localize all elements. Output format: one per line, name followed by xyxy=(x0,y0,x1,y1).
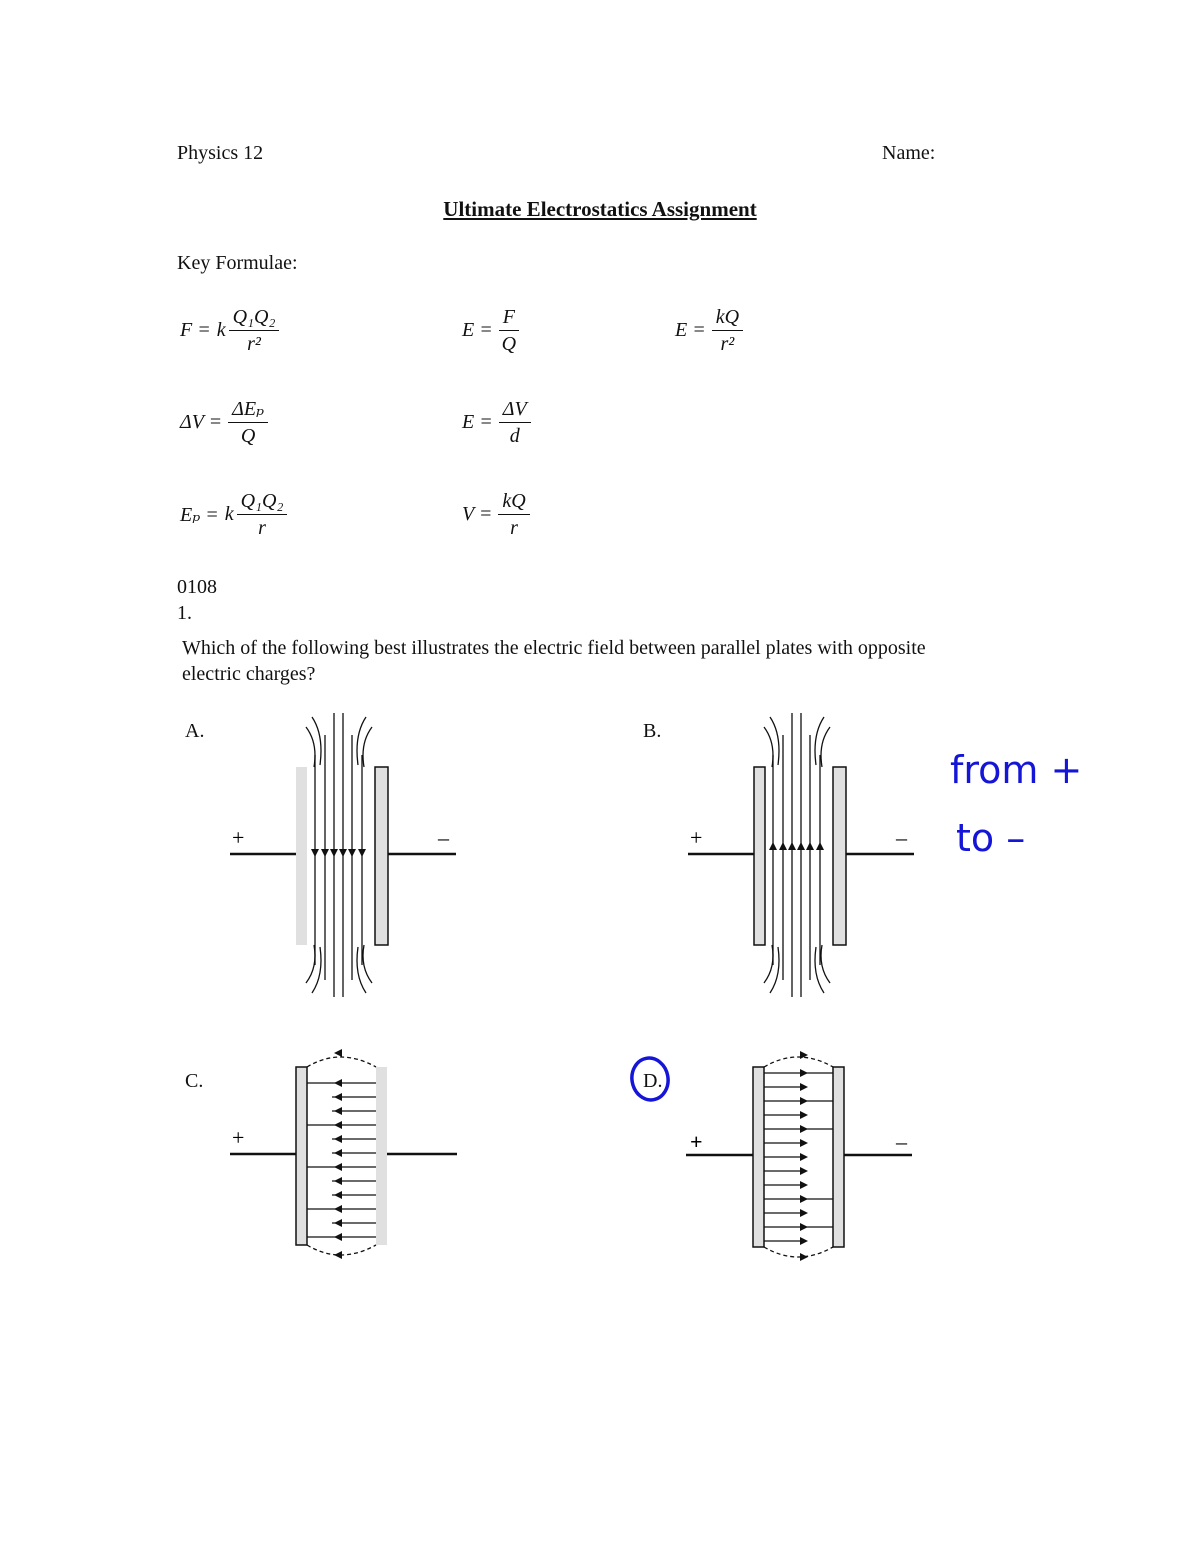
formula-field-point-charge: E = $\frac{kQ}{\text{r²}}$ xyxy=(675,306,743,355)
field-lines xyxy=(764,1073,833,1241)
question-code: 0108 xyxy=(177,576,217,598)
plus-sign: + xyxy=(690,825,703,850)
option-a-label[interactable]: A. xyxy=(185,720,205,742)
formula-field-force: E = $\frac{F}{Q}$ xyxy=(462,306,519,355)
right-plate xyxy=(833,767,846,945)
formula-coulomb-force: F = k $\frac{\text{Q₁Q₂}}{\text{r²}}$ xyxy=(180,306,279,355)
arrowheads-right xyxy=(800,1051,808,1261)
arrowheads-left xyxy=(334,1049,342,1259)
left-plate xyxy=(753,1067,764,1247)
arrowheads-down xyxy=(311,849,366,857)
option-d-diagram[interactable] xyxy=(676,1045,926,1265)
plus-sign: + xyxy=(690,1129,703,1154)
formula-potential: V = $\frac{kQ}{r}$ xyxy=(462,490,530,539)
arrowheads-up xyxy=(769,842,824,850)
formula-potential-energy: Eₚ = k $\frac{\text{Q₁Q₂}}{r}$ xyxy=(180,490,287,539)
left-plate xyxy=(296,1067,307,1245)
option-b-diagram[interactable] xyxy=(678,705,928,1005)
option-b-label[interactable]: B. xyxy=(643,720,662,742)
formulae-heading: Key Formulae: xyxy=(177,252,298,274)
option-a-diagram[interactable] xyxy=(220,705,470,1005)
plus-sign: + xyxy=(232,1125,245,1150)
right-plate xyxy=(376,1067,387,1245)
formula-potential-difference: ΔV = $\frac{\text{ΔEₚ}}{Q}$ xyxy=(180,398,268,447)
right-plate xyxy=(833,1067,844,1247)
handwritten-note-line2: to – xyxy=(956,816,1026,860)
field-lines xyxy=(764,713,830,997)
left-plate xyxy=(754,767,765,945)
assignment-title: Ultimate Electrostatics Assignment xyxy=(443,197,757,221)
minus-sign: – xyxy=(896,1129,907,1154)
minus-sign: – xyxy=(438,825,449,850)
right-plate xyxy=(375,767,388,945)
option-c-diagram[interactable] xyxy=(220,1045,470,1265)
option-d-label[interactable]: D. xyxy=(643,1070,663,1092)
field-lines xyxy=(307,1083,376,1237)
formula-field-plates: E = $\frac{\Delta V}{d}$ xyxy=(462,398,531,447)
name-label: Name: xyxy=(882,142,936,164)
option-c-label[interactable]: C. xyxy=(185,1070,204,1092)
question-number: 1. xyxy=(177,602,192,624)
left-plate xyxy=(296,767,307,945)
question-text-line2: electric charges? xyxy=(182,663,316,685)
plus-sign: + xyxy=(232,825,245,850)
handwritten-note-line1: from + xyxy=(950,748,1083,792)
course-name: Physics 12 xyxy=(177,142,264,164)
answer-circle-mark xyxy=(628,1052,676,1104)
minus-sign: – xyxy=(896,825,907,850)
question-text-line1: Which of the following best illustrates the electric field between parallel plates with opposite xyxy=(182,637,926,659)
